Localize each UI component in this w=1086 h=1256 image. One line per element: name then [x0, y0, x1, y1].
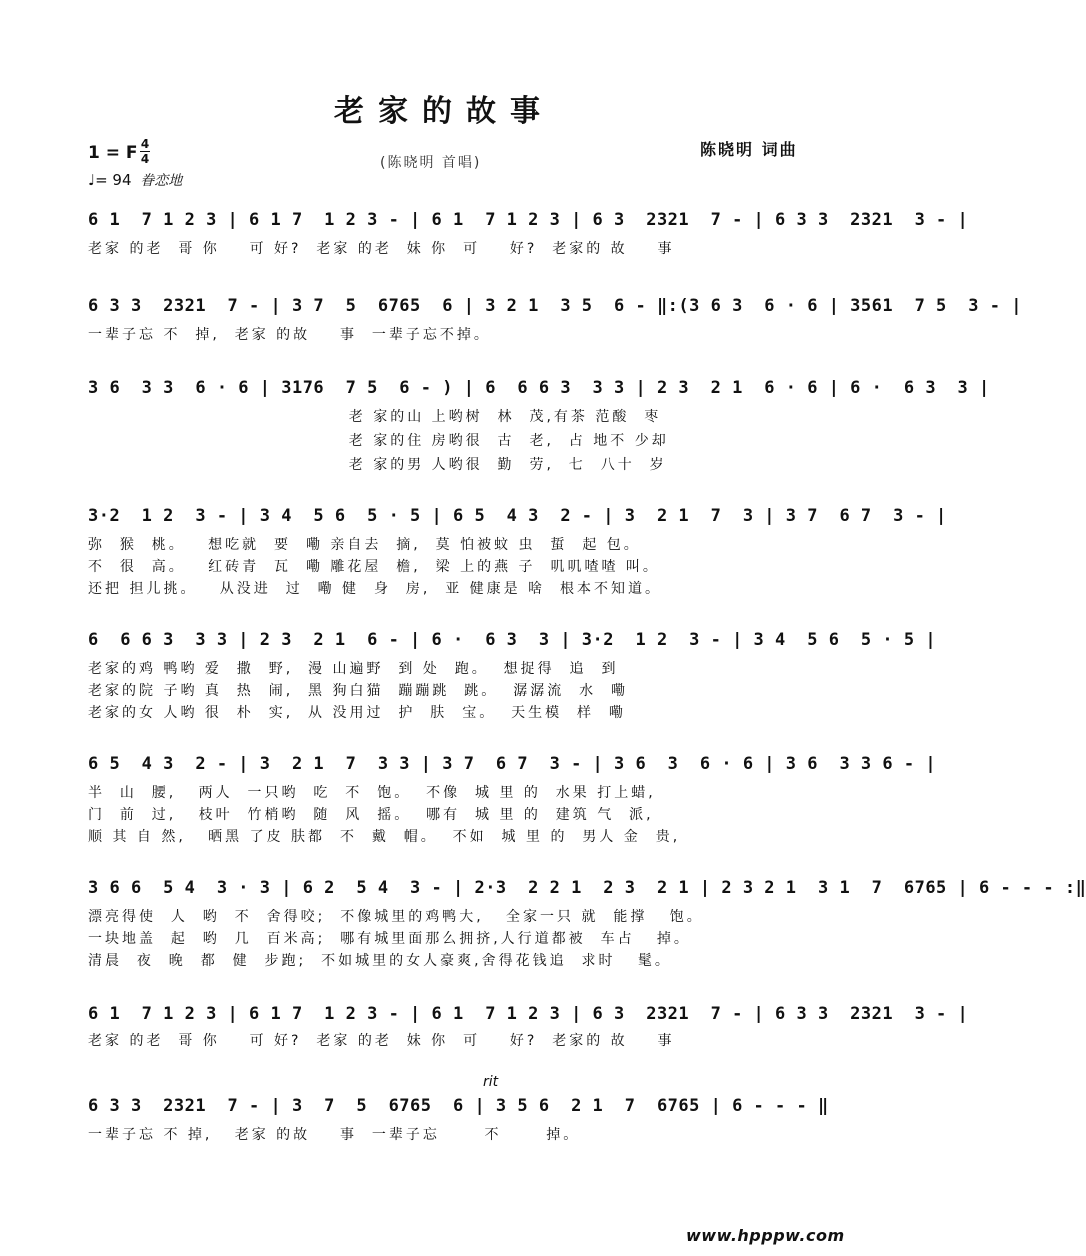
- notation-line-4: 3·2 1 2 3 - | 3 4 5 6 5 · 5 | 6 5 4 3 2 - | 3 2 1 7 3 | 3 7 6 7 3 - |: [88, 506, 947, 526]
- lyric-line-3-2: 老 家的住 房哟很 古 老, 占 地不 少却: [88, 433, 669, 449]
- lyric-line-5-2: 老家的院 子哟 真 热 闹, 黑 狗白猫 蹦蹦跳 跳。 潺潺流 水 嘞: [88, 683, 629, 699]
- website-watermark: www.hpppw.com: [686, 1226, 845, 1245]
- notation-line-3: 3 6 3 3 6 · 6 | 3176 7 5 6 - ) | 6 6 6 3 3 3 | 2 3 2 1 6 · 6 | 6 · 6 3 3 |: [88, 378, 990, 398]
- expression-marking: 眷恋地: [140, 173, 183, 189]
- lyric-line-5-1: 老家的鸡 鸭哟 爱 撒 野, 漫 山遍野 到 处 跑。 想捉得 追 到: [88, 661, 619, 677]
- notation-line-1: 6 1 7 1 2 3 | 6 1 7 1 2 3 - | 6 1 7 1 2 3 | 6 3 2321 7 - | 6 3 3 2321 3 - |: [88, 210, 969, 230]
- lyric-line-3-3: 老 家的男 人哟很 勤 劳, 七 八十 岁: [88, 457, 667, 473]
- notation-line-6: 6 5 4 3 2 - | 3 2 1 7 3 3 | 3 7 6 7 3 - | 3 6 3 6 · 6 | 3 6 3 3 6 - |: [88, 754, 937, 774]
- time-signature: [140, 138, 150, 165]
- lyric-line-4-3: 还把 担儿挑。 从没进 过 嘞 健 身 房, 亚 健康是 啥 根本不知道。: [88, 581, 663, 597]
- lyric-line-2-1: 一辈子忘 不 掉, 老家 的故 事 一辈子忘不掉。: [88, 327, 491, 343]
- lyric-line-7-1: 漂亮得使 人 哟 不 舍得咬; 不像城里的鸡鸭大, 全家一只 就 能撑 饱。: [88, 909, 704, 925]
- lyric-line-7-2: 一块地盖 起 哟 几 百米高; 哪有城里面那么拥挤,人行道都被 车占 掉。: [88, 931, 691, 947]
- notation-line-2: 6 3 3 2321 7 - | 3 7 5 6765 6 | 3 2 1 3 5 6 - ‖:(3 6 3 6 · 6 | 3561 7 5 3 - |: [88, 296, 1022, 316]
- song-title: 老家的故事: [334, 94, 554, 129]
- lyric-line-1-1: 老家 的老 哥 你 可 好? 老家 的老 妹 你 可 好? 老家的 故 事: [88, 241, 675, 257]
- notation-line-7: 3 6 6 5 4 3 · 3 | 6 2 5 4 3 - | 2·3 2 2 1 2 3 2 1 | 2 3 2 1 3 1 7 6765 | 6 - - - :‖: [88, 878, 1086, 898]
- meter-top: 4: [140, 137, 150, 151]
- notation-line-8: 6 1 7 1 2 3 | 6 1 7 1 2 3 - | 6 1 7 1 2 3 | 6 3 2321 7 - | 6 3 3 2321 3 - |: [88, 1004, 969, 1024]
- composer-credit: 陈晓明 词曲: [700, 140, 798, 159]
- lyric-line-4-2: 不 很 高。 红砖青 瓦 嘞 雕花屋 檐, 梁 上的燕 子 叽叽喳喳 叫。: [88, 559, 660, 575]
- singer-credit: (陈晓明 首唱): [380, 155, 482, 171]
- tempo-value: ♩= 94: [88, 171, 132, 189]
- lyric-line-9-1: 一辈子忘 不 掉, 老家 的故 事 一辈子忘 不 掉。: [88, 1127, 581, 1143]
- lyric-line-8-1: 老家 的老 哥 你 可 好? 老家 的老 妹 你 可 好? 老家的 故 事: [88, 1033, 675, 1049]
- notation-line-5: 6 6 6 3 3 3 | 2 3 2 1 6 - | 6 · 6 3 3 | 3·2 1 2 3 - | 3 4 5 6 5 · 5 |: [88, 630, 937, 650]
- lyric-line-7-3: 清晨 夜 晚 都 健 步跑; 不如城里的女人豪爽,舍得花钱追 求时 髦。: [88, 953, 672, 969]
- ritardando-marking: rit: [483, 1074, 499, 1090]
- meter-bottom: 4: [140, 152, 150, 166]
- lyric-line-4-1: 弥 猴 桃。 想吃就 要 嘞 亲自去 摘, 莫 怕被蚊 虫 蜇 起 包。: [88, 537, 641, 553]
- lyric-line-5-3: 老家的女 人哟 很 朴 实, 从 没用过 护 肤 宝。 天生模 样 嘞: [88, 705, 626, 721]
- lyric-line-6-3: 顺 其 自 然, 晒黑 了皮 肤都 不 戴 帽。 不如 城 里 的 男人 金 贵,: [88, 829, 681, 845]
- lyric-line-3-1: 老 家的山 上哟树 林 茂,有茶 范酸 枣: [88, 409, 662, 425]
- tempo-marking: [88, 170, 182, 190]
- notation-line-9: 6 3 3 2321 7 - | 3 7 5 6765 6 | 3 5 6 2 1 7 6765 | 6 - - - ‖: [88, 1096, 829, 1116]
- lyric-line-6-2: 门 前 过, 枝叶 竹梢哟 随 风 摇。 哪有 城 里 的 建筑 气 派,: [88, 807, 654, 823]
- key-signature: 1 = F: [88, 143, 138, 163]
- lyric-line-6-1: 半 山 腰, 两人 一只哟 吃 不 饱。 不像 城 里 的 水果 打上蜡,: [88, 785, 656, 801]
